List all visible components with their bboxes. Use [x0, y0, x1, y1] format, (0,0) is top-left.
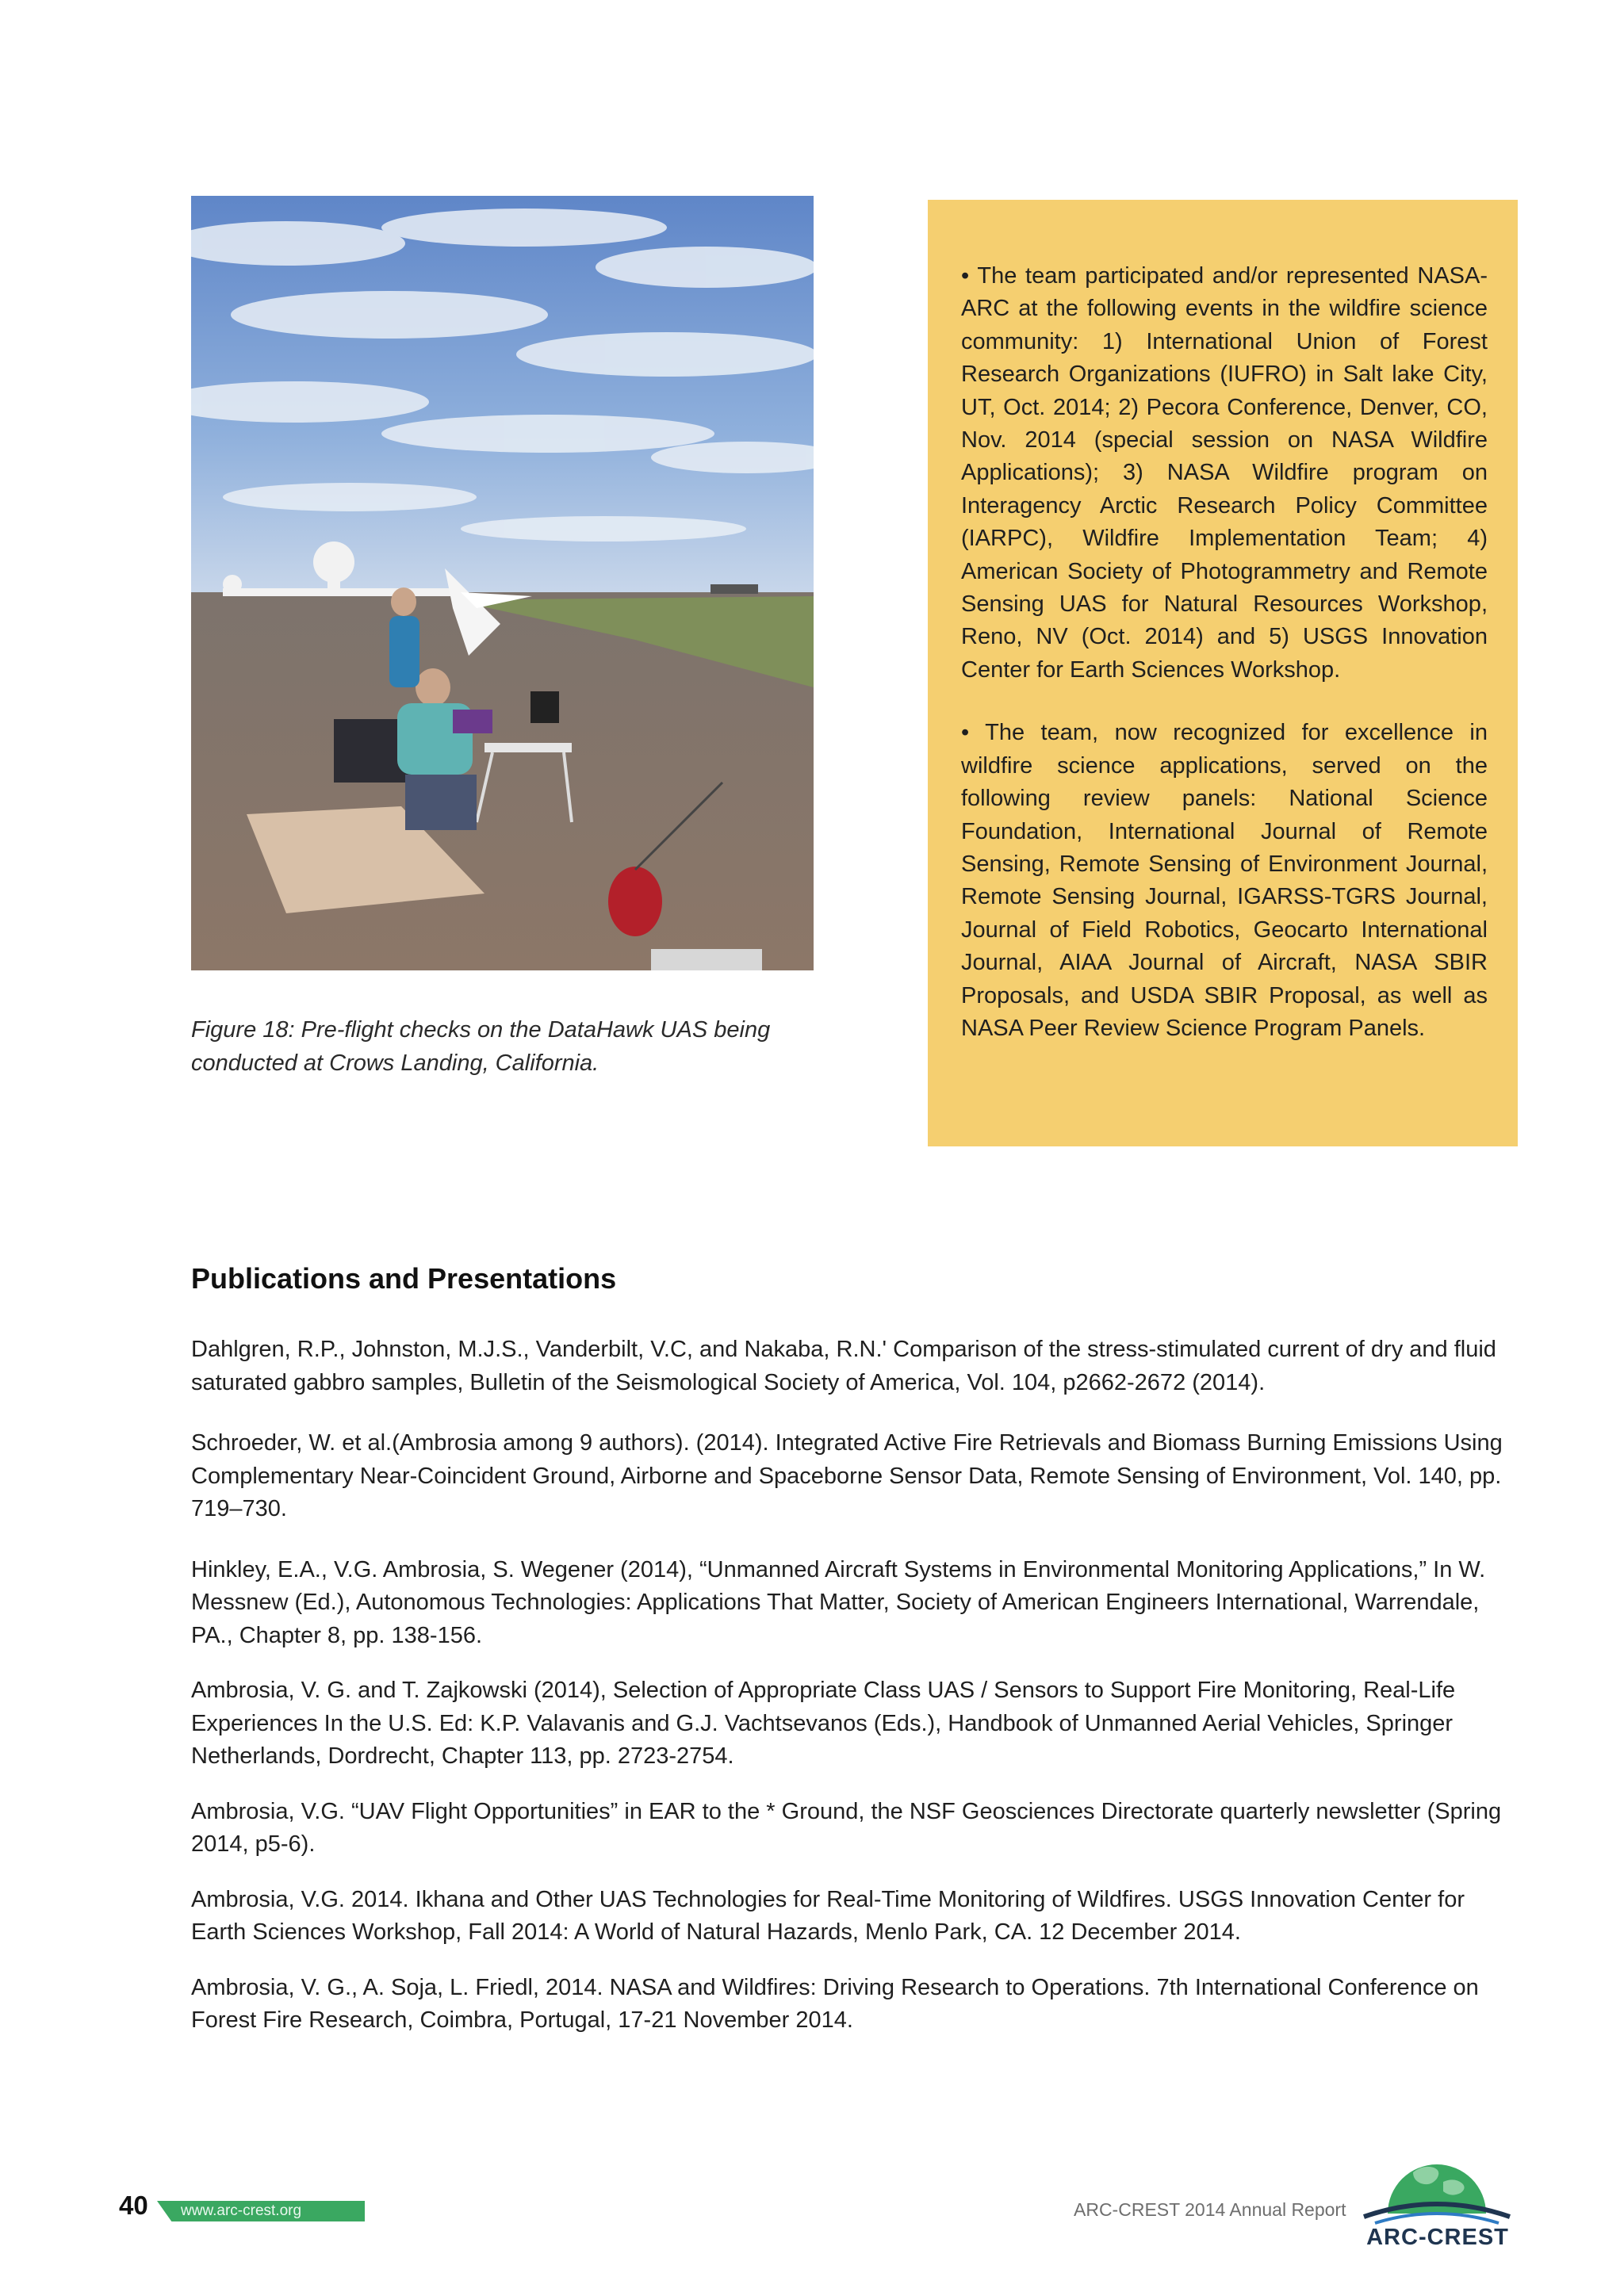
globe-icon	[1358, 2141, 1516, 2228]
caption-line-2: conducted at Crows Landing, California.	[191, 1050, 599, 1076]
reference-item: Ambrosia, V. G., A. Soja, L. Friedl, 2014. NASA and Wildfires: Driving Research to Operations. 7th International Conference on Forest Fire Research, Coimbra, Portugal, 17-21 November 2014.	[191, 1974, 1479, 2033]
callout-box	[928, 200, 1518, 1146]
figure-caption	[191, 1013, 814, 1080]
report-title: ARC-CREST 2014 Annual Report	[1074, 2199, 1346, 2220]
callout-bullet-panels: • The team, now recognized for excellence in wildfire science applications, served on the following review panels: National Science Foundation, International Journal of Remote Sensing, Remote Sensing of Environment Journal, Remote Sensing Journal, IGARSS-TGRS Journal, Journal of Field Robotics, Geocarto International Journal, AIAA Journal of Aircraft, NASA SBIR Proposals, and USDA SBIR Proposal, as well as NASA Peer Review Science Program Panels.	[961, 720, 1488, 1041]
callout-bullet-events: • The team participated and/or represented NASA-ARC at the following events in the wildfire science community: 1) International Union of Forest Research Organizations (IUFRO) in Salt lake City, UT, Oct. 2014; 2) Pecora Conference, Denver, CO, Nov. 2014 (special session on NASA Wildfire Applications); 3) NASA Wildfire program on Interagency Arctic Research Policy Committee (IARPC), Wildfire Implementation Team; 4) American Society of Photogrammetry and Remote Sensing UAS for Natural Resources Workshop, Reno, NV (Oct. 2014) and 5) USGS Innovation Center for Earth Sciences Workshop.	[961, 263, 1488, 683]
logo-wordmark: ARC-CREST	[1366, 2225, 1509, 2250]
reference-item: Schroeder, W. et al.(Ambrosia among 9 authors). (2014). Integrated Active Fire Retrievals and Biomass Burning Emissions Using Complementary Near-Coincident Ground, Airborne and Spaceborne Sensor Data, Remote Sensing of Environment, Vol. 140, pp. 719–730.	[191, 1430, 1503, 1521]
reference-item: Ambrosia, V.G. “UAV Flight Opportunities” in EAR to the * Ground, the NSF Geosciences Directorate quarterly newsletter (Spring 2014, p5-6).	[191, 1798, 1502, 1857]
page-number: 40	[119, 2191, 148, 2220]
reference-item: Dahlgren, R.P., Johnston, M.J.S., Vanderbilt, V.C, and Nakaba, R.N.' Comparison of the stress-stimulated current of dry and fluid saturated gabbro samples, Bulletin of the Seismological Society of America, Vol. 104, p2662-2672 (2014).	[191, 1337, 1496, 1395]
reference-item: Ambrosia, V. G. and T. Zajkowski (2014), Selection of Appropriate Class UAS / Sensors to Support Fire Monitoring, Real-Life Experiences In the U.S. Ed: K.P. Valavanis and G.J. Vachtsevanos (Eds.), Handbook of Unmanned Aerial Vehicles, Springer Netherlands, Dordrecht, Chapter 113, pp. 2723-2754.	[191, 1678, 1456, 1769]
reference-item: Hinkley, E.A., V.G. Ambrosia, S. Wegener (2014), “Unmanned Aircraft Systems in Environmental Monitoring Applications,” In W. Messnew (Ed.), Autonomous Technologies: Applications That Matter, Society of American Engineers International, Warrendale, PA., Chapter 8, pp. 138-156.	[191, 1556, 1486, 1648]
reference-item: Ambrosia, V.G. 2014. Ikhana and Other UAS Technologies for Real-Time Monitoring of Wildfires. USGS Innovation Center for Earth Sciences Workshop, Fall 2014: A World of Natural Hazards, Menlo Park, CA. 12 December 2014.	[191, 1886, 1465, 1945]
reference-list	[191, 1334, 1511, 2060]
figure-photo	[191, 196, 814, 970]
caption-line-1: Figure 18: Pre-flight checks on the DataHawk UAS being	[191, 1017, 771, 1043]
website-link[interactable]: www.arc-crest.org	[181, 2202, 302, 2219]
section-title: Publications and Presentations	[191, 1262, 617, 1295]
